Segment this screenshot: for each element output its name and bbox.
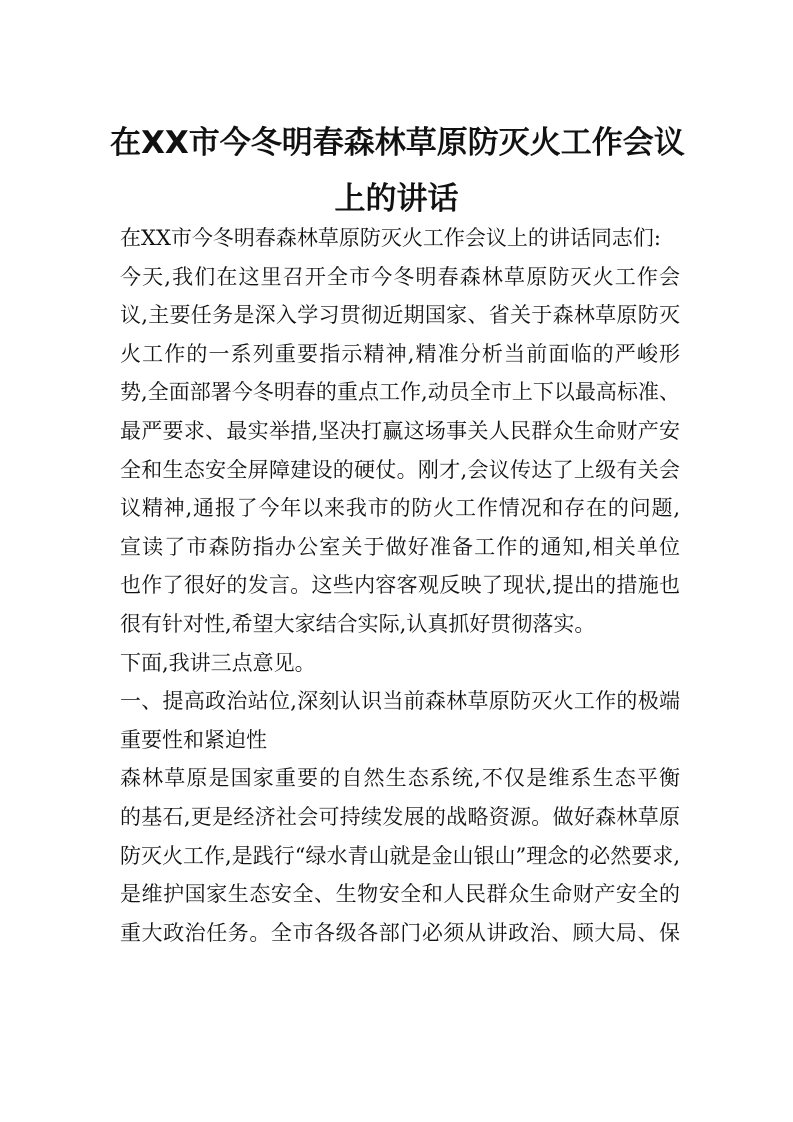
paragraph-line: 全和生态安全屏障建设的硬仗。刚才,会议传达了上级有关会	[120, 457, 680, 482]
paragraph-line: 森林草原是国家重要的自然生态系统,不仅是维系生态平衡	[120, 766, 680, 791]
paragraph-line: 宣读了市森防指办公室关于做好准备工作的通知,相关单位	[120, 534, 680, 559]
paragraph-line: 今天,我们在这里召开全市今冬明春森林草原防灭火工作会	[120, 264, 680, 289]
section-heading-line: 重要性和紧迫性	[120, 727, 267, 752]
paragraph-line: 很有针对性,希望大家结合实际,认真抓好贯彻落实。	[120, 611, 596, 636]
paragraph-line: 势,全面部署今冬明春的重点工作,动员全市上下以最高标准、	[120, 380, 680, 405]
paragraph-line: 火工作的一系列重要指示精神,精准分析当前面临的严峻形	[120, 341, 680, 366]
paragraph-line: 防灭火工作,是践行“绿水青山就是金山银山”理念的必然要求,	[120, 843, 680, 868]
document-title	[110, 115, 683, 227]
paragraph-line: 议精神,通报了今年以来我市的防火工作情况和存在的问题,	[120, 496, 680, 521]
paragraph-line: 的基石,更是经济社会可持续发展的战略资源。做好森林草原	[120, 804, 680, 829]
paragraph-line: 下面,我讲三点意见。	[120, 650, 316, 675]
greeting-line: 在XX市今冬明春森林草原防灭火工作会议上的讲话同志们:	[120, 226, 661, 250]
title-line-1: 在XX市今冬明春森林草原防灭火工作会议	[110, 125, 685, 161]
paragraph-line: 议,主要任务是深入学习贯彻近期国家、省关于森林草原防灭	[120, 303, 680, 328]
title-line-2: 上的讲话	[334, 181, 459, 217]
document-body	[120, 219, 680, 952]
paragraph-line: 也作了很好的发言。这些内容客观反映了现状,提出的措施也	[120, 573, 680, 598]
paragraph-line: 最严要求、最实举措,坚决打赢这场事关人民群众生命财产安	[120, 418, 680, 443]
section-heading-line: 一、提高政治站位,深刻认识当前森林草原防灭火工作的极端	[120, 689, 680, 714]
paragraph-line: 重大政治任务。全市各级各部门必须从讲政治、顾大局、保	[120, 920, 680, 945]
paragraph-line: 是维护国家生态安全、生物安全和人民群众生命财产安全的	[120, 882, 680, 907]
